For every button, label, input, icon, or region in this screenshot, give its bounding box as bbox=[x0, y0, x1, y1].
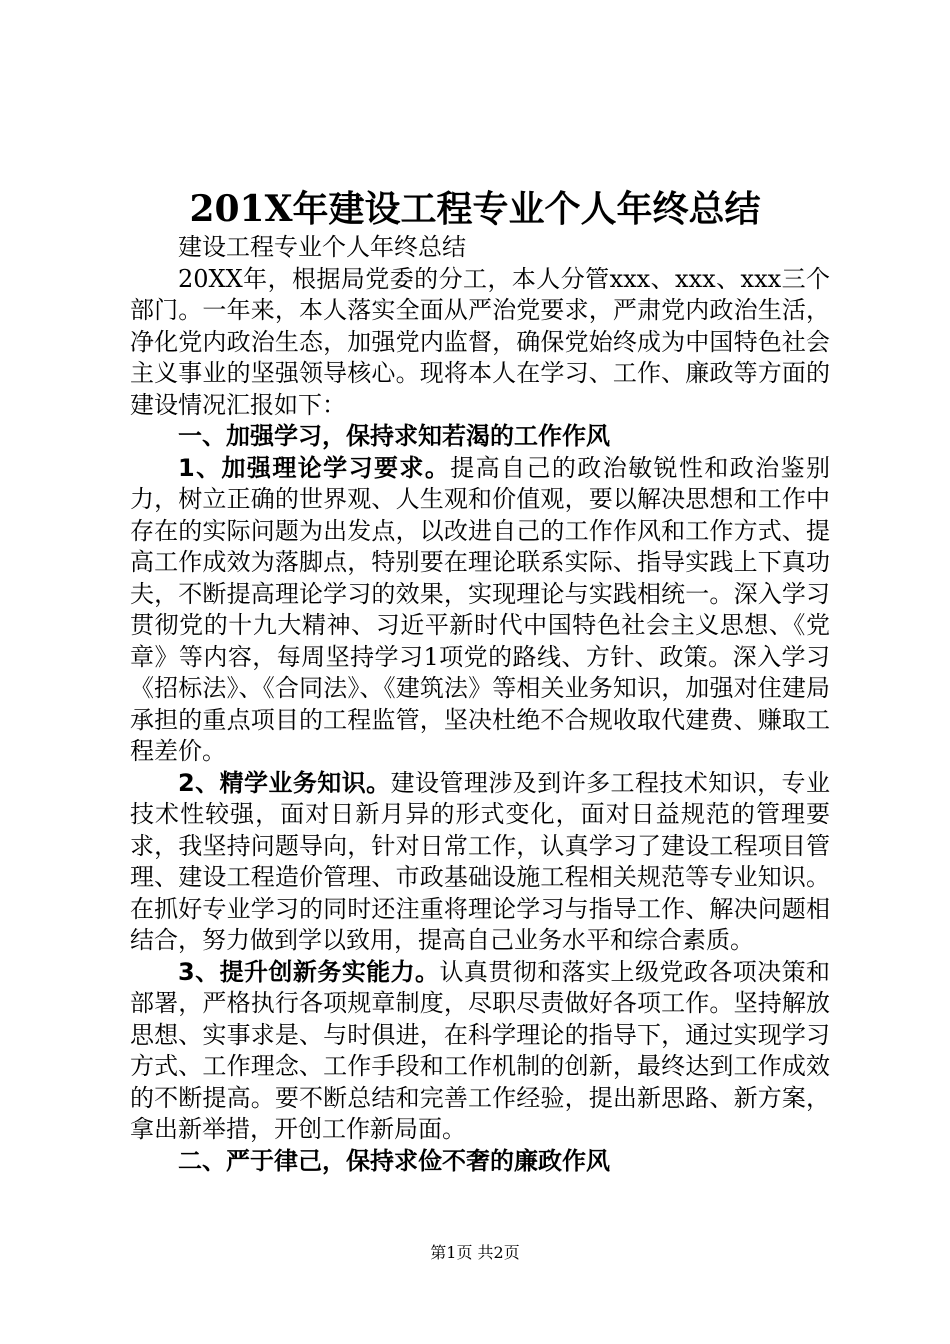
item-2-text: 建设管理涉及到许多工程技术知识，专业技术性较强，面对日新月异的形式变化，面对日益规范的管理要求，我坚持问题导向，针对日常工作，认真学习了建设工程项目管理、建设工程造价管理、市政基础设施工程相关规范等专业知识。在抓好专业学习的同时还注重将理论学习与指导工作、解决问题相结合，努力做到学以致用，提高自己业务水平和综合素质。 bbox=[130, 768, 830, 954]
document-title: 201X年建设工程专业个人年终总结 bbox=[189, 188, 761, 230]
paragraph-item-2 bbox=[130, 768, 830, 957]
item-3-text: 认真贯彻和落实上级党政各项决策和部署，严格执行各项规章制度，尽职尽责做好各项工作。坚持解放思想、实事求是、与时俱进，在科学理论的指导下，通过实现学习方式、工作理念、工作手段和工作机制的创新，最终达到工作成效的不断提高。要不断总结和完善工作经验，提出新思路、新方案，拿出新举措，开创工作新局面。 bbox=[130, 957, 831, 1143]
section-heading-2: 二、严于律己，保持求俭不奢的廉政作风 bbox=[178, 1146, 610, 1175]
item-2-lead: 2、精学业务知识。 bbox=[178, 768, 391, 797]
item-3-lead: 3、提升创新务实能力。 bbox=[178, 957, 440, 986]
paragraph-item-1 bbox=[130, 453, 830, 768]
item-1-text: 提高自己的政治敏锐性和政治鉴别力，树立正确的世界观、人生观和价值观，要以解决思想和工作中存在的实际问题为出发点，以改进自己的工作作风和工作方式、提高工作成效为落脚点，特别要在理论联系实际、指导实践上下真功夫，不断提高理论学习的效果，实现理论与实践相统一。深入学习贯彻党的十九大精神、习近平新时代中国特色社会主义思想、《党章》等内容，每周坚持学习1项党的路线、方针、政策。深入学习《招标法》、《合同法》、《建筑法》等相关业务知识，加强对住建局承担的重点项目的工程监管，坚决杜绝不合规收取代建费、赚取工程差价。 bbox=[130, 453, 830, 765]
section-heading-1: 一、加强学习，保持求知若渴的工作作风 bbox=[178, 422, 610, 450]
document-subtitle: 建设工程专业个人年终总结 bbox=[178, 233, 466, 261]
page-footer: 第1页 共2页 bbox=[430, 1243, 520, 1262]
paragraph-item-3 bbox=[130, 957, 830, 1146]
intro-paragraph: 20XX年，根据局党委的分工，本人分管xxx、xxx、xxx三个部门。一年来，本人落实全面从严治党要求，严肃党内政治生活，净化党内政治生态，加强党内监督，确保党始终成为中国特色社会主义事业的坚强领导核心。现将本人在学习、工作、廉政等方面的建设情况汇报如下： bbox=[130, 264, 830, 419]
document-body bbox=[130, 232, 830, 1177]
item-1-lead: 1、加强理论学习要求。 bbox=[178, 453, 451, 482]
